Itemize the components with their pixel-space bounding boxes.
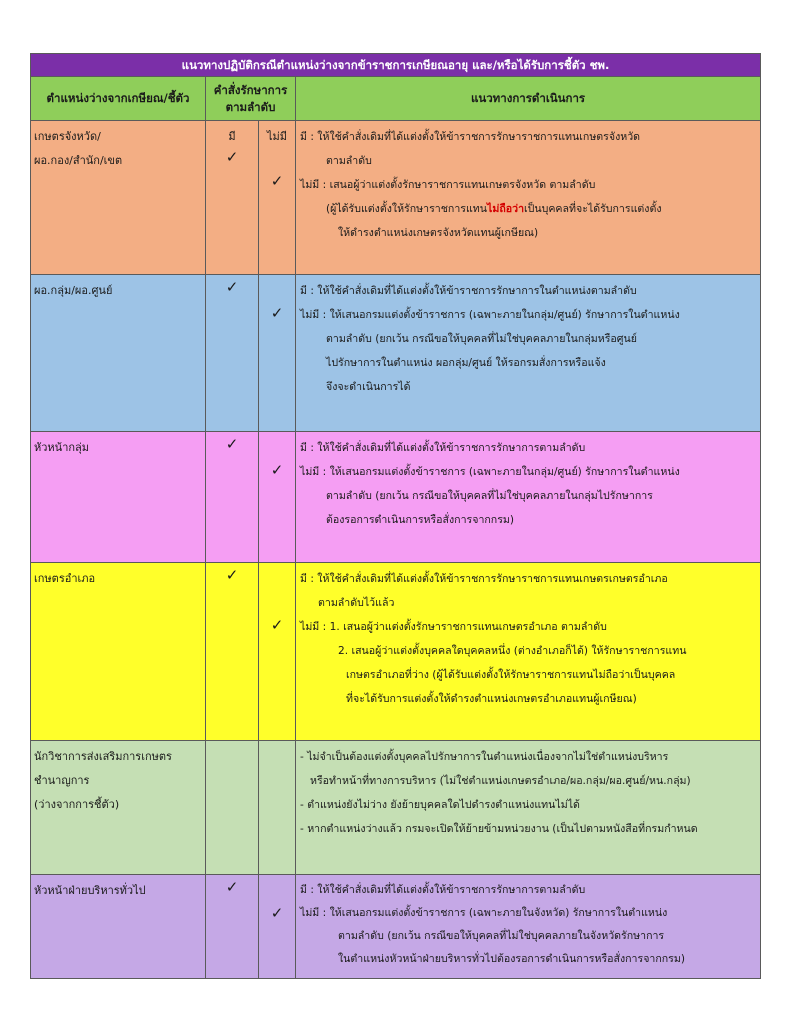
guideline-line: ที่จะได้รับการแต่งตั้งให้ดำรงตำแหน่งเกษตรอำเภอแทนผู้เกษียณ) — [346, 693, 637, 705]
check-mark-icon: ✓ — [270, 904, 284, 922]
check-mark-icon: ✓ — [225, 435, 239, 453]
table-row — [31, 875, 761, 979]
header-guideline: แนวทางการดำเนินการ — [296, 77, 761, 121]
check-mark-icon: ✓ — [225, 566, 239, 584]
guideline-cell — [296, 432, 761, 563]
check-mark-icon: ✓ — [225, 278, 239, 296]
have-cell — [206, 741, 259, 875]
guideline-line: หรือทำหน้าที่ทางการบริหาร (ไม่ใช่ตำแหน่งเกษตรอำเภอ/ผอ.กลุ่ม/ผอ.ศูนย์/หน.กลุ่ม) — [310, 775, 691, 787]
position-cell — [31, 275, 206, 432]
position-line: หัวหน้าฝ่ายบริหารทั่วไป — [34, 884, 146, 897]
position-cell — [31, 121, 206, 275]
guideline-line: ไม่มี : ให้เสนอกรมแต่งตั้งข้าราชการ (เฉพาะภายในกลุ่ม/ศูนย์) รักษาการในตำแหน่ง — [300, 466, 680, 478]
guideline-line: ในตำแหน่งหัวหน้าฝ่ายบริหารทั่วไปต้องรอการดำเนินการหรือสั่งการจากกรม) — [338, 953, 685, 965]
header-acting-line1: คำสั่งรักษาการ — [213, 82, 288, 97]
table-row — [31, 432, 761, 563]
guideline-cell — [296, 121, 761, 275]
guideline-line: ตามลำดับ — [326, 155, 372, 167]
guideline-line: มี : ให้ใช้คำสั่งเดิมที่ได้แต่งตั้งให้ข้าราชการรักษาการตามลำดับ — [300, 442, 586, 454]
header-position: ตำแหน่งว่างจากเกษียณ/ชี้ตัว — [31, 77, 206, 121]
have-cell — [206, 563, 259, 741]
guideline-line: เกษตรอำเภอที่ว่าง (ผู้ได้รับแต่งตั้งให้รักษาราชการแทนไม่ถือว่าเป็นบุคคล — [346, 669, 676, 681]
not-have-cell — [259, 741, 296, 875]
guideline-line: - ไม่จำเป็นต้องแต่งตั้งบุคคลไปรักษาการในตำแหน่งเนื่องจากไม่ใช่ตำแหน่งบริหาร — [300, 751, 669, 763]
check-mark-icon: ✓ — [270, 616, 284, 634]
have-cell — [206, 275, 259, 432]
guideline-cell — [296, 741, 761, 875]
not-have-label: ไม่มี — [266, 130, 288, 143]
guideline-line: ไปรักษาการในตำแหน่ง ผอกลุ่ม/ศูนย์ ให้รอกรมสั่งการหรือแจ้ง — [326, 357, 606, 369]
not-have-cell — [259, 563, 296, 741]
position-line: เกษตรจังหวัด/ — [34, 130, 101, 143]
guideline-line: ตามลำดับไว้แล้ว — [318, 597, 395, 609]
guideline-line: ไม่มี : ให้เสนอกรมแต่งตั้งข้าราชการ (เฉพาะภายในกลุ่ม/ศูนย์) รักษาการในตำแหน่ง — [300, 309, 680, 321]
have-cell — [206, 121, 259, 275]
guideline-line: มี : ให้ใช้คำสั่งเดิมที่ได้แต่งตั้งให้ข้าราชการรักษาราชการแทนเกษตรจังหวัด — [300, 131, 641, 143]
table-row — [31, 563, 761, 741]
check-mark-icon: ✓ — [270, 461, 284, 479]
have-cell — [206, 875, 259, 979]
position-line: นักวิชาการส่งเสริมการเกษตร — [34, 750, 172, 763]
guideline-line — [300, 197, 756, 221]
position-line: ผอ.กอง/สำนัก/เขต — [34, 154, 123, 167]
position-line: ชำนาญการ — [34, 774, 90, 787]
guideline-line: ต้องรอการดำเนินการหรือสั่งการจากกรม) — [326, 514, 515, 526]
check-mark-icon: ✓ — [225, 878, 239, 896]
guideline-line: - หากตำแหน่งว่างแล้ว กรมจะเปิดให้ย้ายข้ามหน่วยงาน (เป็นไปตามหนังสือที่กรมกำหนด — [300, 823, 698, 835]
guideline-line: ให้ดำรงตำแหน่งเกษตรจังหวัดแทนผู้เกษียณ) — [338, 227, 539, 239]
guideline-line: มี : ให้ใช้คำสั่งเดิมที่ได้แต่งตั้งให้ข้าราชการรักษาการในตำแหน่งตามลำดับ — [300, 285, 637, 297]
emphasis-text: ไม่ถือว่า — [487, 203, 525, 215]
check-mark-icon: ✓ — [270, 172, 284, 190]
position-cell — [31, 741, 206, 875]
guideline-line: จึงจะดำเนินการได้ — [326, 381, 411, 393]
guideline-document — [30, 53, 760, 979]
guideline-text: (ผู้ได้รับแต่งตั้งให้รักษาราชการแทน — [326, 203, 488, 215]
guideline-line: มี : ให้ใช้คำสั่งเดิมที่ได้แต่งตั้งให้ข้าราชการรักษาราชการแทนเกษตรเกษตรอำเภอ — [300, 573, 668, 585]
guideline-line: ไม่มี : ให้เสนอกรมแต่งตั้งข้าราชการ (เฉพาะภายในจังหวัด) รักษาการในตำแหน่ง — [300, 907, 668, 919]
position-line: หัวหน้ากลุ่ม — [34, 441, 90, 454]
have-label: มี — [228, 130, 236, 143]
table-row — [31, 121, 761, 275]
check-mark-icon: ✓ — [270, 304, 284, 322]
position-line: ผอ.กลุ่ม/ผอ.ศูนย์ — [34, 284, 113, 297]
guideline-line: มี : ให้ใช้คำสั่งเดิมที่ได้แต่งตั้งให้ข้าราชการรักษาการตามลำดับ — [300, 884, 586, 896]
guideline-line: ไม่มี : 1. เสนอผู้ว่าแต่งตั้งรักษาราชการแทนเกษตรอำเภอ ตามลำดับ — [300, 621, 607, 633]
guideline-line: ตามลำดับ (ยกเว้น กรณีขอให้บุคคลที่ไม่ใช่บุคคลภายในกลุ่มไปรักษาการ — [326, 490, 653, 502]
position-cell — [31, 875, 206, 979]
table-title: แนวทางปฏิบัติกรณีตำแหน่งว่างจากข้าราชการเกษียณอายุ และ/หรือได้รับการชี้ตัว ชพ. — [31, 54, 761, 77]
guideline-cell — [296, 275, 761, 432]
not-have-cell — [259, 121, 296, 275]
guideline-line: ตามลำดับ (ยกเว้น กรณีขอให้บุคคลที่ไม่ใช่บุคคลภายในกลุ่มหรือศูนย์ — [326, 333, 637, 345]
guideline-line: - ตำแหน่งยังไม่ว่าง ยังย้ายบุคคลใดไปดำรงตำแหน่งแทนไม่ได้ — [300, 799, 580, 811]
guideline-line: ไม่มี : เสนอผู้ว่าแต่งตั้งรักษาราชการแทนเกษตรจังหวัด ตามลำดับ — [300, 179, 596, 191]
position-cell — [31, 563, 206, 741]
guideline-line: ตามลำดับ (ยกเว้น กรณีขอให้บุคคลที่ไม่ใช่บุคคลภายในจังหวัดรักษาการ — [338, 930, 665, 942]
not-have-cell — [259, 275, 296, 432]
check-mark-icon: ✓ — [225, 148, 239, 166]
guideline-cell — [296, 563, 761, 741]
guideline-cell — [296, 875, 761, 979]
table-row — [31, 275, 761, 432]
guideline-table — [30, 53, 761, 979]
have-cell — [206, 432, 259, 563]
guideline-line: 2. เสนอผู้ว่าแต่งตั้งบุคคลใดบุคคลหนึ่ง (ต่างอำเภอก็ได้) ให้รักษาราชการแทน — [338, 645, 687, 657]
header-acting-order — [206, 77, 296, 121]
table-row — [31, 741, 761, 875]
not-have-cell — [259, 432, 296, 563]
header-acting-line2: ตามลำดับ — [225, 99, 276, 114]
guideline-text: เป็นบุคคลที่จะได้รับการแต่งตั้ง — [524, 203, 662, 215]
not-have-cell — [259, 875, 296, 979]
position-line: เกษตรอำเภอ — [34, 572, 96, 585]
position-cell — [31, 432, 206, 563]
position-line: (ว่างจากการชี้ตัว) — [34, 798, 120, 811]
